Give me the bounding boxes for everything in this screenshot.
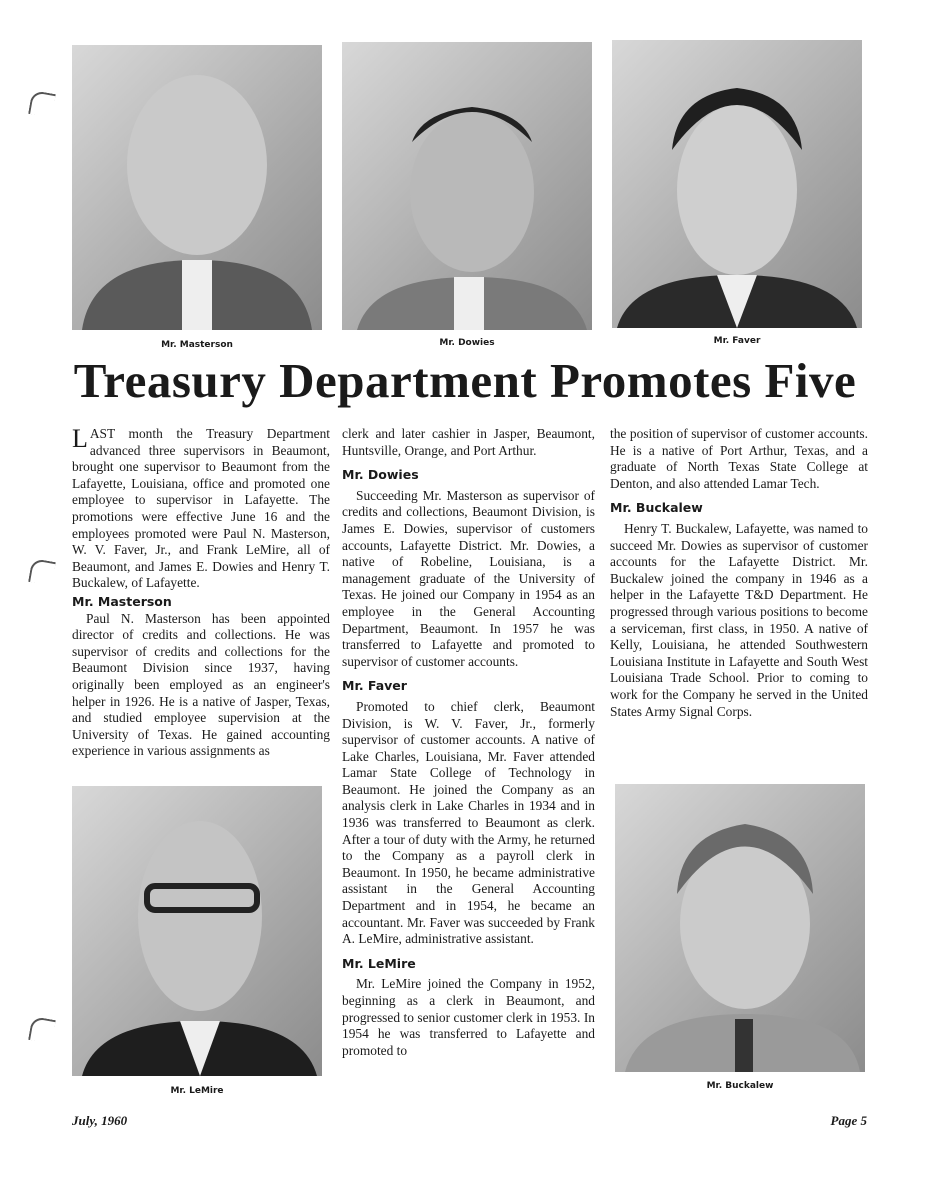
- intro-paragraph: LAST month the Treasury Department advanced three supervisors in Beaumont, brought one supervisor to Beaumont from the Lafayette, Louisiana, office and promoted one employee to supervisor in Lafayette. The promotions were effective June 16 and the employees promoted were Paul N. Masterson, W. V. Faver, Jr., and Frank LeMire, all of Beaumont, and James E. Dowies and Henry T. Buckalew, of Lafayette.: [72, 424, 330, 591]
- binder-hole-mark: [28, 558, 56, 586]
- article-column-3: [610, 426, 868, 720]
- section-heading-lemire: Mr. LeMire: [342, 955, 416, 971]
- photo-caption: Mr. Faver: [713, 336, 761, 346]
- photo-faver: [612, 40, 862, 328]
- section-text-faver: Promoted to chief clerk, Beaumont Division, is W. V. Faver, Jr., formerly supervisor of customer accounts. A native of Lake Charles, Louisiana, Mr. Faver attended Lamar State College of Technology in Beaumont. He joined the Company as an analysis clerk in Lake Charles in 1934 and in 1936 was transferred to Beaumont as clerk. After a tour of duty with the Army, he returned to the Company as a payroll clerk in Beaumont. In 1950, he became administrative assistant in the General Accounting Department and in 1954, he became an accountant. Mr. Faver was succeeded by Frank A. LeMire, administrative assistant.: [342, 698, 595, 947]
- photo-lemire: [72, 786, 322, 1076]
- section-heading-masterson: Mr. Masterson: [72, 593, 172, 609]
- issue-date: July, 1960: [72, 1113, 128, 1128]
- photo-caption: Mr. Masterson: [161, 340, 233, 350]
- section-heading-faver: Mr. Faver: [342, 678, 407, 694]
- photo-caption: Mr. Dowies: [439, 338, 495, 348]
- photo-buckalew: [615, 784, 865, 1072]
- section-heading-dowies: Mr. Dowies: [342, 467, 419, 483]
- article-title: Treasury Department Promotes Five: [73, 353, 857, 408]
- section-text-buckalew: Henry T. Buckalew, Lafayette, was named to succeed Mr. Dowies as supervisor of customer accounts for the Lafayette District. Mr. Buckalew joined the company in 1946 as a helper in the Lafayette T&D Department. He progressed through various positions to become a serviceman, first class, in 1950. A native of Kelly, Louisiana, he attended Southwestern Louisiana Institute in Lafayette and South West Louisiana Trade School. Prior to coming to work for the Company he served in the United States Army Signal Corps.: [610, 520, 868, 719]
- photo-dowies: [342, 42, 592, 330]
- section-text-masterson-continued: clerk and later cashier in Jasper, Beaumont, Huntsville, Orange, and Port Arthur.: [342, 426, 595, 458]
- section-text-lemire-continued: the position of supervisor of customer accounts. He is a native of Port Arthur, Texas, and a graduate of North Texas State College at Denton, and also attended Lamar Tech.: [610, 426, 868, 491]
- section-heading-buckalew: Mr. Buckalew: [610, 500, 703, 516]
- article-column-1: [72, 426, 330, 760]
- section-text-dowies: Succeeding Mr. Masterson as supervisor of credits and collections, Beaumont Division, is James E. Dowies, supervisor of customers accounts, Lafayette District. Mr. Dowies, a native of Robeline, Louisiana, is a management graduate of the University of Texas. He joined our Company in 1954 as an employee in the General Accounting Department, Beaumont. In 1957 he was transferred to Lafayette and promoted to supervisor of customer accounts.: [342, 487, 595, 669]
- drop-cap: L: [72, 424, 88, 453]
- section-text-lemire: Mr. LeMire joined the Company in 1952, beginning as a clerk in Beaumont, and progressed to senior customer clerk in 1953. In 1954 he was transferred to Lafayette and promoted to: [342, 976, 595, 1058]
- binder-hole-mark: [28, 90, 56, 118]
- photo-masterson: [72, 45, 322, 330]
- photo-caption: Mr. Buckalew: [706, 1081, 774, 1091]
- binder-hole-mark: [28, 1016, 56, 1044]
- photo-caption: Mr. LeMire: [170, 1086, 224, 1096]
- article-column-2: [342, 426, 595, 1059]
- page-number: Page 5: [830, 1113, 867, 1128]
- section-text-masterson: Paul N. Masterson has been appointed director of credits and collections. He was supervisor of credits and collections for the Beaumont Division since 1937, having originally been employed as an engineer's helper in 1926. He is a native of Jasper, Texas, and studied employee supervision at the University of Texas. He gained accounting experience in various assignments as: [72, 610, 330, 759]
